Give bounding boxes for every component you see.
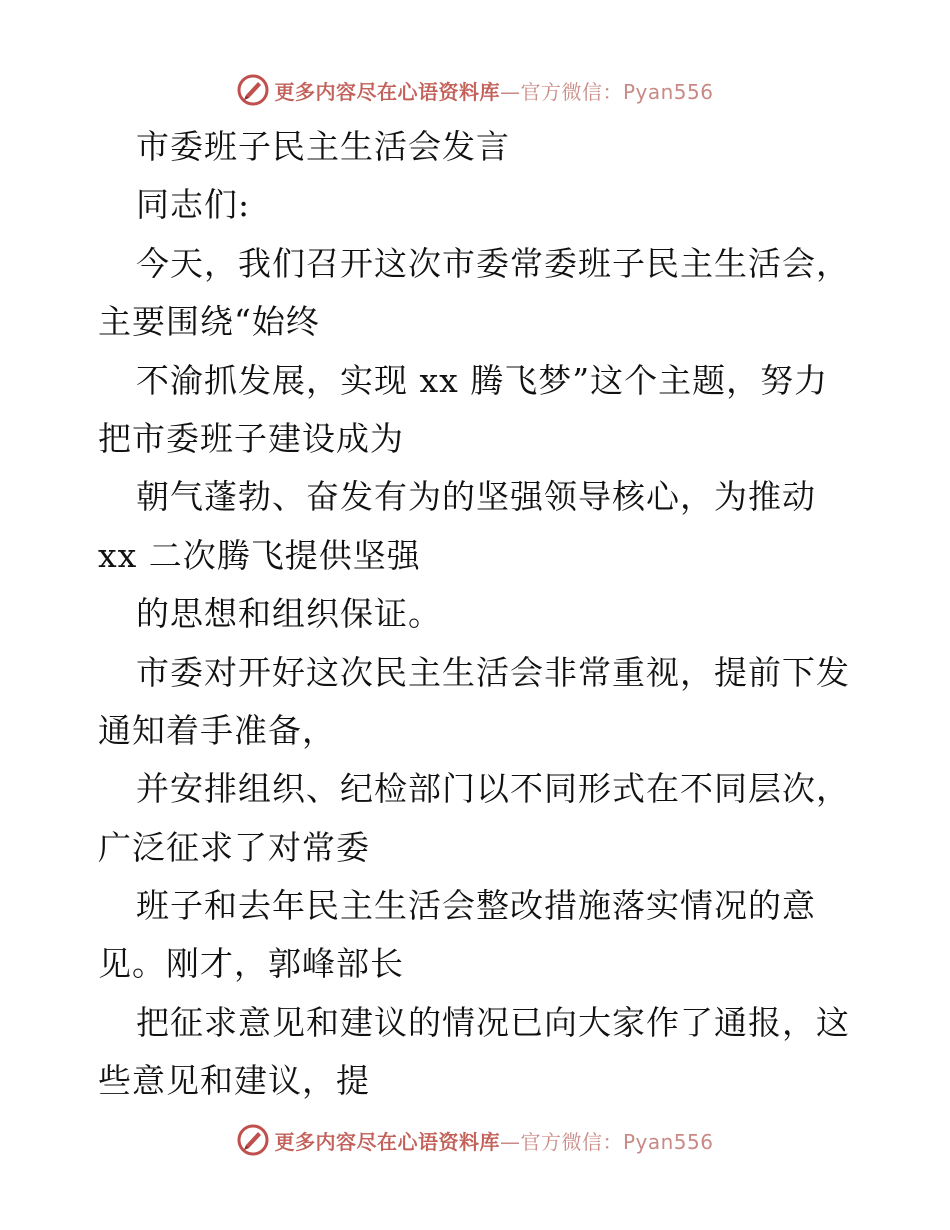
watermark-banner-top (0, 70, 950, 110)
text-line: 朝气蓬勃、奋发有为的坚强领导核心，为推动 (136, 477, 816, 517)
text-line: 些意见和建议，提 (98, 1061, 370, 1101)
text-line: 市委班子民主生活会发言 (136, 127, 510, 166)
banner-main-text: 更多内容尽在心语资料库 (274, 1129, 500, 1154)
text-line: 并安排组织、纪检部门以不同形式在不同层次， (136, 769, 850, 809)
text-line: 见。刚才，郭峰部长 (98, 944, 404, 984)
text-line: 不渝抓发展，实现 xx 腾飞梦”这个主题，努力 (136, 360, 829, 400)
pen-logo-icon (236, 73, 270, 107)
text-line: 今天，我们召开这次市委常委班子民主生活会， (136, 243, 850, 283)
text-line: 的思想和组织保证。 (136, 594, 442, 634)
text-line: 同志们: (136, 185, 251, 225)
document-body (98, 118, 858, 1111)
banner-dash: — (499, 1129, 521, 1154)
text-line: xx 二次腾飞提供坚强 (98, 535, 421, 575)
text-line: 主要围绕“始终 (98, 302, 320, 342)
banner-suffix-text: 官方微信：Pyan556 (520, 1129, 714, 1154)
watermark-banner-bottom (0, 1120, 950, 1160)
text-line: 班子和去年民主生活会整改措施落实情况的意 (136, 886, 816, 926)
text-line: 市委对开好这次民主生活会非常重视，提前下发 (136, 652, 850, 692)
text-line: 广泛征求了对常委 (98, 827, 370, 867)
banner-main-text: 更多内容尽在心语资料库 (274, 79, 500, 104)
text-line: 把征求意见和建议的情况已向大家作了通报，这 (136, 1002, 850, 1042)
text-line: 把市委班子建设成为 (98, 418, 404, 458)
pen-logo-icon (236, 1123, 270, 1157)
text-line: 通知着手准备， (98, 710, 336, 750)
banner-dash: — (499, 79, 521, 104)
banner-suffix-text: 官方微信：Pyan556 (520, 79, 714, 104)
